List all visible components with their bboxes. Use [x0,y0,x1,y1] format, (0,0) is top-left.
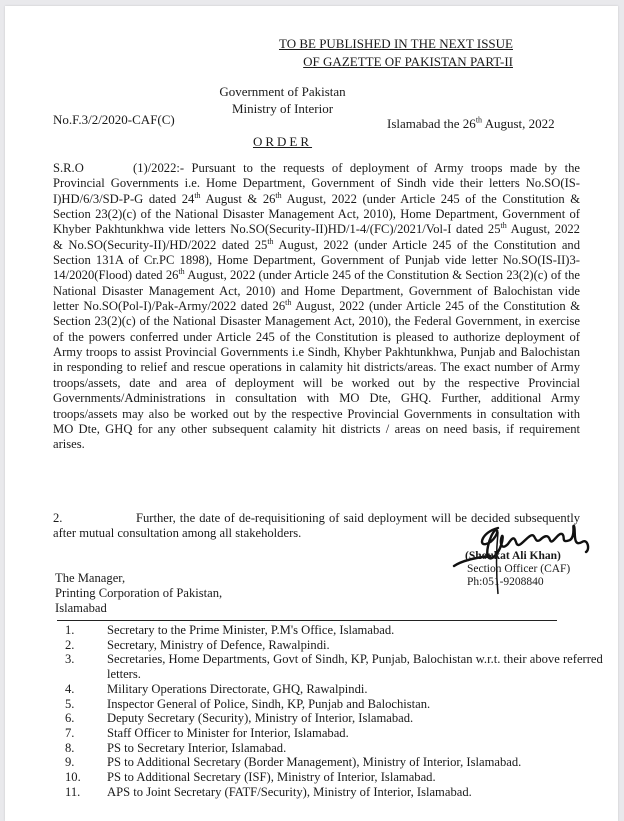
ministry-name: Ministry of Interior [231,101,334,116]
addressee-line: Islamabad [55,601,107,615]
paragraph-2: 2. Further, the date of de-requisitioning of said deployment will be decided subsequently after mutual consultation among all stakeholders. [53,511,580,541]
list-item: 7. Staff Officer to Minister for Interior, Islamabad. [65,725,349,740]
addressee-line: Printing Corporation of Pakistan, [55,586,223,600]
list-item: 6. Deputy Secretary (Security), Ministry of Interior, Islamabad. [65,711,414,726]
sro-paragraph: S.R.O (1)/2022:- Pursuant to the requests of deployment of Army troops made by the Provincial Governments i.e. Home Department, Government of Sindh vide their letters No.SO(IS-I)HD/6/3/SD-P-G dated 24th August & 26th August, 2022 (under Article 245 of the Constitution & Section 23(2)(c) of the National Disaster Management Act, 2010), Home Department, Government of Khyber Pakhtunkhwa vide letters No.SO(Security-II)HD/1-4/(FC)/2021/Vol-I dated 25th August, 2022 & No.SO(Security-II)/HD/2022 dated 25th August, 2022 (under Article 245 of the Constitution and Section 131A of Cr.PC 1898), Home Department, Government of Punjab vide letter No.SO(IS-II)3-14/2020(Flood) dated 26th August, 2022 (under Article 245 of the Constitution & Section 23(2)(c) of the National Disaster Management Act, 2010) and Home Department, Government of Balochistan vide letter No.SO(Pol-I)/Pak-Army/2022 dated 26th August, 2022 (under Article 245 of the Constitution & Section 23(2)(c) of the National Disaster Management Act, 2010), the Federal Government, in exercise of the powers conferred under Article 245 of the Constitution is pleased to authorize deployment of Army troops to assist Provincial Governments i.e Sindh, Khyber Pakhtunkhwa, Punjab and Balochistan in responding to relief and rescue operations in calamity hit districts/areas. The exact number of Army troops/assets, date and area of deployment will be worked out by the respective Provincial Governments/Administrations in consultation with MO Dte, GHQ. Further, additional Army troops/assets may also be worked out by the respective Provincial Governments in consultation with MO Dte, GHQ for any other subsequent calamity hit districts / areas on need basis, if requirement arises. [53,161,581,452]
gazette-line-1: TO BE PUBLISHED IN THE NEXT ISSUE [278,36,513,51]
list-item: 8. PS to Secretary Interior, Islamabad. [65,740,287,755]
list-item: 2. Secretary, Ministry of Defence, Rawalpindi. [65,637,330,652]
order-title: ORDER [252,134,313,149]
paragraph-number: 2. [53,511,63,525]
signatory-block [467,550,570,589]
copy-to-list [65,623,605,799]
list-item: 9. PS to Additional Secretary (Border Management), Ministry of Interior, Islamabad. [65,755,522,770]
list-item: 1. Secretary to the Prime Minister, P.M's Office, Islamabad. [65,623,395,637]
list-item: 5. Inspector General of Police, Sindh, KP, Punjab and Balochistan. [65,696,431,711]
list-item: 4. Military Operations Directorate, GHQ, Rawalpindi. [65,681,368,696]
issue-date: Islamabad the 26th August, 2022 [387,115,555,131]
addressee-line: The Manager, [55,571,126,585]
list-item: 11. APS to Joint Secretary (FATF/Security), Ministry of Interior, Islamabad. [65,784,472,799]
addressee-block [55,571,222,616]
document-page [5,6,618,821]
sro-label: S.R.O [53,161,84,175]
list-item: 3. Secretaries, Home Departments, Govt of Sindh, KP, Punjab, Balochistan w.r.t. their above referred letters. [65,652,603,682]
government-name: Government of Pakistan [219,84,346,99]
file-number: No.F.3/2/2020-CAF(C) [53,112,175,127]
signatory-phone: Ph:051-9208840 [467,576,544,588]
signatory-name: (Shoukat Ali Khan) [465,550,561,562]
divider [57,620,557,621]
list-item: 10. PS to Additional Secretary (ISF), Ministry of Interior, Islamabad. [65,770,436,785]
signatory-designation: Section Officer (CAF) [467,563,571,575]
gazette-line-2: OF GAZETTE OF PAKISTAN PART-II [303,54,513,69]
gazette-notice [279,35,513,71]
